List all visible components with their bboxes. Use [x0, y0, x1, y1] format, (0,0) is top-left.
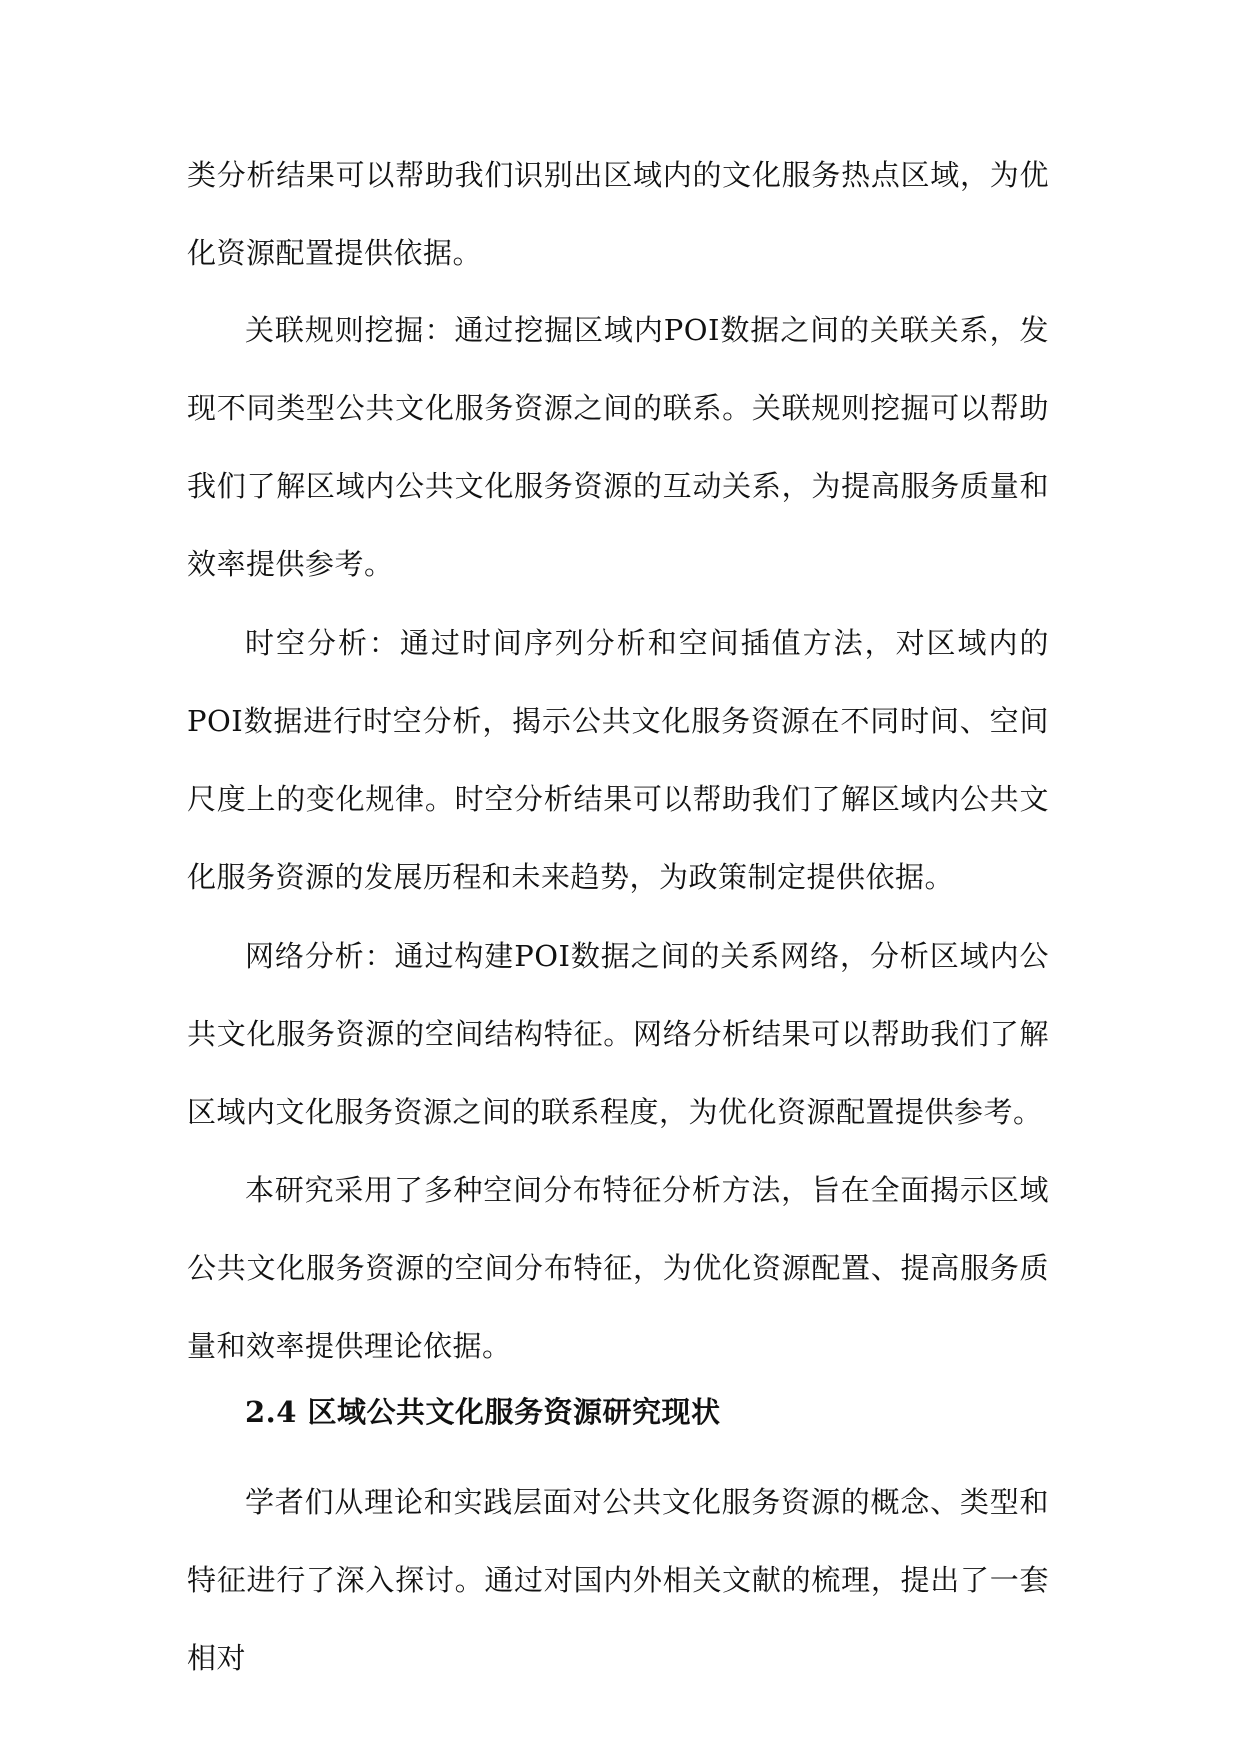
paragraph-spatiotemporal-analysis: 时空分析：通过时间序列分析和空间插值方法，对区域内的POI数据进行时空分析，揭示公共文化服务资源在不同时间、空间尺度上的变化规律。时空分析结果可以帮助我们了解区域内公共文化服务资源的发展历程和未来趋势，为政策制定提供依据。	[187, 626, 1049, 894]
paragraph-network-analysis: 网络分析：通过构建POI数据之间的关系网络，分析区域内公共文化服务资源的空间结构特征。网络分析结果可以帮助我们了解区域内文化服务资源之间的联系程度，为优化资源配置提供参考。	[187, 939, 1049, 1129]
paragraph-summary: 本研究采用了多种空间分布特征分析方法，旨在全面揭示区域公共文化服务资源的空间分布特征，为优化资源配置、提高服务质量和效率提供理论依据。	[187, 1173, 1049, 1363]
paragraph-association-rules: 关联规则挖掘：通过挖掘区域内POI数据之间的关联关系，发现不同类型公共文化服务资源之间的联系。关联规则挖掘可以帮助我们了解区域内公共文化服务资源的互动关系，为提高服务质量和效率提供参考。	[187, 313, 1049, 581]
paragraph-continued: 类分析结果可以帮助我们识别出区域内的文化服务热点区域，为优化资源配置提供依据。	[187, 158, 1049, 270]
section-heading: 2.4 区域公共文化服务资源研究现状	[245, 1395, 721, 1429]
paragraph-research-status: 学者们从理论和实践层面对公共文化服务资源的概念、类型和特征进行了深入探讨。通过对国内外相关文献的梳理，提出了一套相对	[187, 1485, 1049, 1675]
